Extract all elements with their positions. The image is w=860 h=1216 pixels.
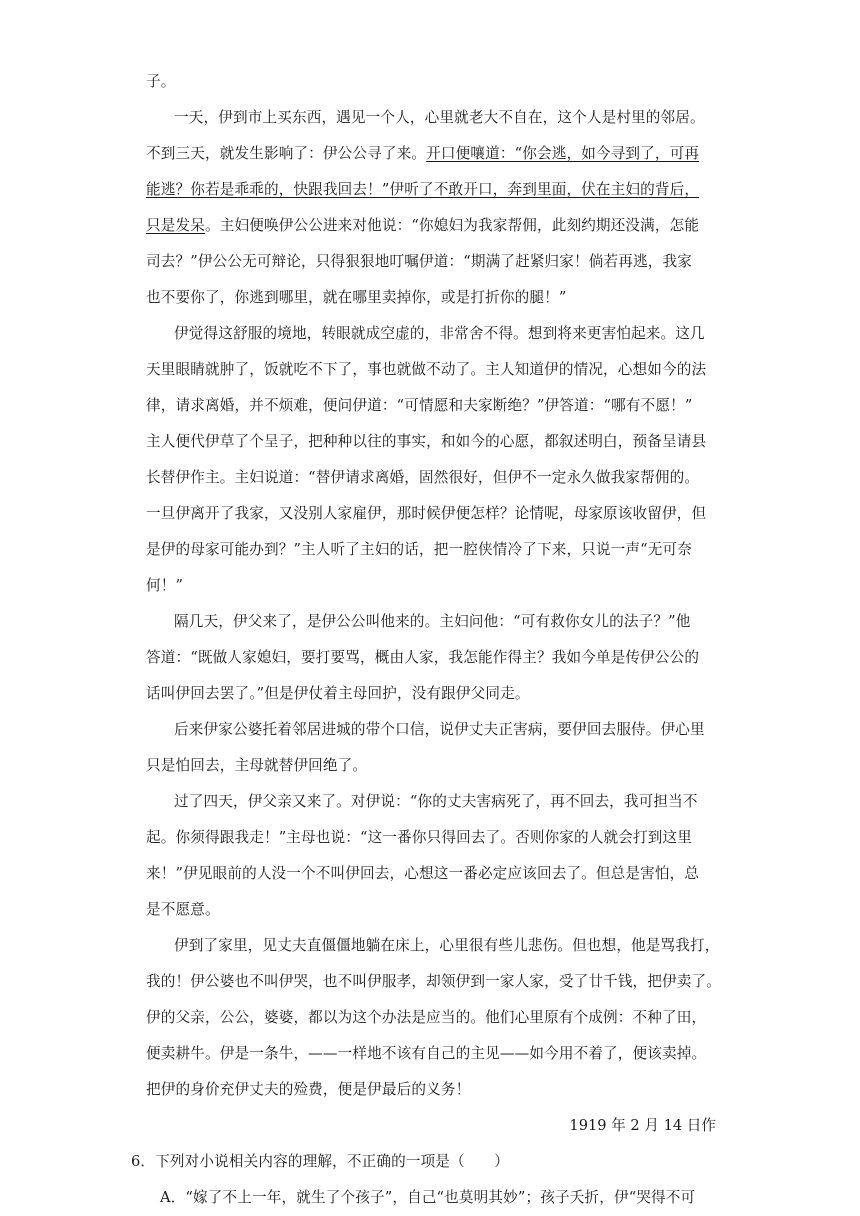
text-line: 伊到了家里，见丈夫直僵僵地躺在床上，心里很有些儿悲伤。但也想，他是骂我打， [174,937,720,954]
text-line: 过了四天，伊父亲又来了。对伊说：“你的丈夫害病死了，再不回去，我可担当不 [174,793,698,810]
text-line: 一旦伊离开了我家，又没别人家雇伊，那时候伊便怎样？论情呢，母家原该收留伊，但 [146,505,707,522]
text-line: 隔几天，伊父来了，是伊公公叫他来的。主妇问他：“可有救你女儿的法子？”他 [174,613,691,630]
text-line: 是伊的母家可能办到？”主人听了主妇的话，把一腔侠情冷了下来，只说一声“无可奈 [146,541,692,558]
text-span: 。主妇便唤伊公公进来对他说：“你媳妇为我家帮佣，此刻约期还没满，怎能 [204,217,700,234]
text-line: 是不愿意。 [146,901,220,918]
text-line: 来！”伊见眼前的人没一个不叫伊回去，心想这一番必定应该回去了。但总是害怕，总 [146,865,700,882]
text-line: 只是怕回去，主母就替伊回绝了。 [146,757,368,774]
question-option-a: A．“嫁了不上一年，就生了个孩子”，自己“也莫明其妙”；孩子夭折，伊“哭得不可 [160,1189,696,1206]
text-line: 律，请求离婚，并不烦难，便问伊道：“可情愿和夫家断绝？”伊答道：“哪有不愿！” [146,397,693,414]
story-date: 1919 年 2 月 14 日作 [569,1117,716,1134]
text-line: 把伊的身价充伊丈夫的殓费，便是伊最后的义务！ [146,1081,471,1098]
text-span: 不到三天，就发生影响了：伊公公寻了来。 [146,145,427,162]
text-line [146,144,716,164]
text-span: 一天，伊到市上买东西，遇见一个人，心里就老大不自在，这个人是村里的邻居。 [174,109,705,126]
text-line: 主人便代伊草了个呈子，把种种以往的事实，和如今的心愿，都叙述明白，预备呈请县 [146,433,707,450]
text-line [146,216,716,236]
underlined-text-line [146,180,716,200]
text-line: 后来伊家公婆托着邻居进城的带个口信，说伊丈夫正害病，要伊回去服侍。伊心里 [174,721,705,738]
text-line: 伊的父亲，公公，婆婆，都以为这个办法是应当的。他们心里原有个成例：不种了田， [146,1009,707,1026]
text-line: 天里眼睛就肿了，饭就吃不下了，事也就做不动了。主人知道伊的情况，心想如今的法 [146,361,707,378]
text-line [146,288,716,308]
text-line: 我的！伊公婆也不叫伊哭，也不叫伊服孝，却领伊到一家人家，受了廿千钱，把伊卖了。 [146,973,722,990]
underlined-text: 只是发呆 [146,217,205,234]
text-span: 也不要你了，你逃到哪里，就在哪里卖掉你，或是打折你的腿！” [146,289,567,306]
text-line: 答道：“既做人家媳妇，要打要骂，概由人家，我怎能作得主？我如今单是传伊公公的 [146,649,700,666]
text-line: 起。你须得跟我走！”主母也说：“这一番你只得回去了。否则你家的人就会打到这里 [146,829,692,846]
text-line: 伊觉得这舒服的境地，转眼就成空虚的，非常舍不得。想到将来更害怕起来。这几 [174,325,705,342]
text-line: 何！” [146,577,184,594]
text-span: 司去？”伊公公无可辩论，只得狠狠地叮嘱伊道：“期满了赶紧归家！倘若再逃，我家 [146,253,692,270]
question-stem: 6．下列对小说相关内容的理解，不正确的一项是（ ） [131,1153,510,1170]
text-line: 便卖耕牛。伊是一条牛，——一样地不该有自己的主见——如今用不着了，便该卖掉。 [146,1045,707,1062]
text-line: 话叫伊回去罢了。”但是伊仗着主母回护，没有跟伊父同走。 [146,685,530,702]
text-line: 长替伊作主。主妇说道：“替伊请求离婚，固然很好，但伊不一定永久做我家帮佣的。 [146,469,700,486]
underlined-text: 能逃？你若是乖乖的，快跟我回去！”伊听了不敢开口，奔到里面，伏在主妇的背后， [146,181,700,198]
underlined-text: 开口便嚷道：“你会逃，如今寻到了，可再 [426,145,700,162]
text-line [174,108,716,128]
text-line: 子。 [146,73,176,90]
text-line [146,252,716,272]
